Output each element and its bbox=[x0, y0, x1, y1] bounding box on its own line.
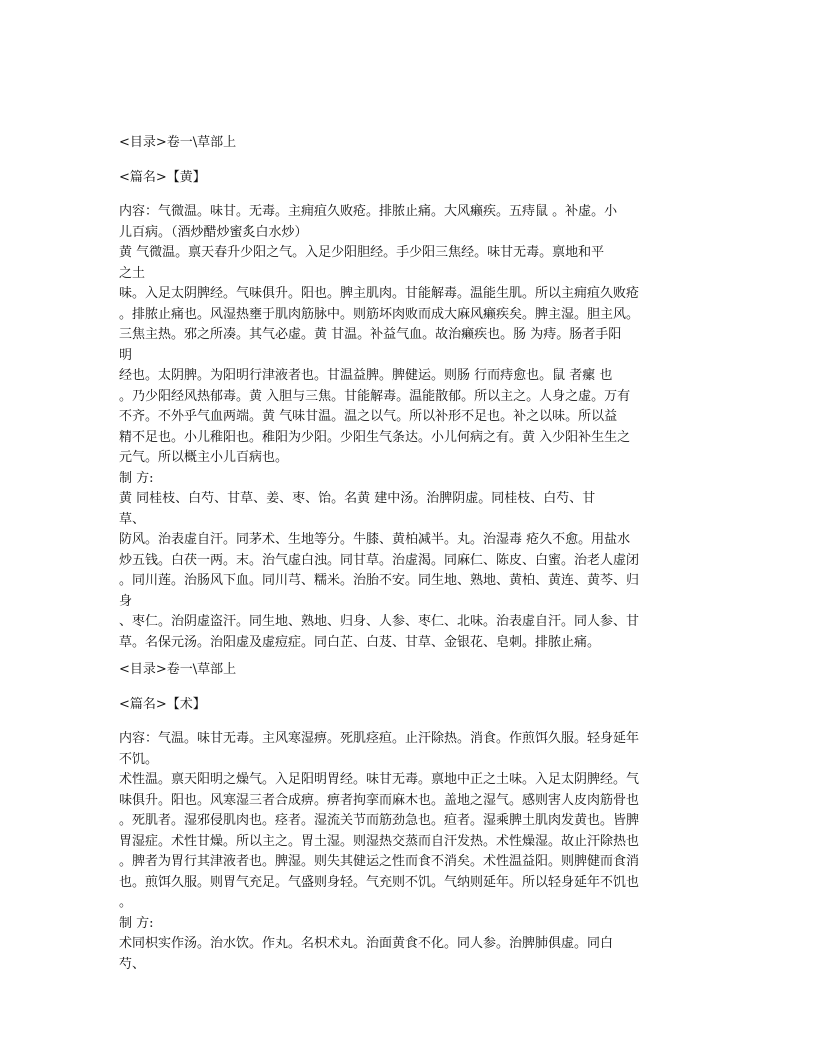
body-line: 、枣仁。治阴虚盗汗。同生地、熟地、归身、人参、枣仁、北味。治表虚自汗。同人参、甘 bbox=[119, 614, 640, 629]
body-line: 防风。治表虚自汗。同茅术、生地等分。牛膝、黄柏减半。丸。治湿毒 疮久不愈。用盐水 bbox=[119, 532, 631, 547]
body-line: 不饥。 bbox=[119, 751, 159, 767]
body-line: 。 bbox=[119, 895, 133, 910]
method-heading: 制 方: bbox=[119, 915, 154, 931]
body-line: 三焦主热。邪之所凑。其气必虚。黄 甘温。补益气血。故治癞疾也。肠 为痔。肠者手阳 bbox=[119, 327, 622, 342]
body-line: 术性温。禀天阳明之燥气。入足阳明胃经。味甘无毒。禀地中正之土味。入足太阴脾经。气 bbox=[119, 772, 640, 787]
body-line: 黄 气微温。禀天春升少阳之气。入足少阳胆经。手少阳三焦经。味甘无毒。禀地和平 bbox=[119, 245, 605, 260]
entry-huang bbox=[119, 133, 699, 653]
body-line: 。同川莲。治肠风下血。同川芎、糯米。治胎不安。同生地、熟地、黄柏、黄连、黄芩、归 bbox=[119, 573, 640, 588]
body-line: 内容：气微温。味甘。无毒。主痈疽久败疮。排脓止痛。大风癞疾。五痔鼠 。补虚。小 bbox=[119, 204, 618, 219]
entry-title: <篇名>【术】 bbox=[119, 696, 206, 712]
entry-body bbox=[119, 729, 699, 975]
body-line: 术同枳实作汤。治水饮。作丸。名枳术丸。治面黄食不化。同人参。治脾肺俱虚。同白 bbox=[119, 936, 614, 951]
body-line: 。排脓止痛也。风湿热壅于肌肉筋脉中。则筋坏肉败而成大麻风癞疾矣。脾主湿。胆主风。 bbox=[119, 306, 640, 322]
body-line: 胃湿症。术性甘燥。所以主之。胃土湿。则湿热交蒸而自汗发热。术性燥湿。故止汗除热也 bbox=[119, 833, 640, 849]
entry-zhu bbox=[119, 660, 699, 975]
body-line: 味。入足太阴脾经。气味俱升。阳也。脾主肌肉。甘能解毒。温能生肌。所以主痈疽久败疮 bbox=[119, 286, 640, 301]
body-line: 儿百病。（酒炒醋炒蜜炙白水炒） bbox=[119, 224, 308, 240]
body-line: 明 bbox=[119, 347, 133, 363]
body-line: 味俱升。阳也。风寒湿三者合成痹。痹者拘挛而麻木也。盖地之湿气。感则害人皮肉筋骨也 bbox=[119, 792, 640, 808]
body-line: 。乃少阳经风热郁毒。黄 入胆与三焦。甘能解毒。温能散郁。所以主之。人身之虚。万有 bbox=[119, 388, 631, 404]
body-line: 身 bbox=[119, 593, 133, 609]
body-line: 不齐。不外乎气血两端。黄 气味甘温。温之以气。所以补形不足也。补之以味。所以益 bbox=[119, 409, 618, 424]
body-line: 炒五钱。白茯一两。末。治气虚白浊。同甘草。治虚渴。同麻仁、陈皮、白蜜。治老人虚闭 bbox=[119, 552, 640, 568]
body-line: 。死肌者。湿邪侵肌肉也。痉者。湿流关节而筋劲急也。疸者。湿乘脾土肌肉发黄也。皆脾 bbox=[119, 813, 640, 828]
body-line: 内容：气温。味甘无毒。主风寒湿痹。死肌痉疸。止汗除热。消食。作煎饵久服。轻身延年 bbox=[119, 731, 640, 746]
body-line: 黄 同桂枝、白芍、甘草、姜、枣、饴。名黄 建中汤。治脾阴虚。同桂枝、白芍、甘 bbox=[119, 491, 596, 506]
body-line: 草、 bbox=[119, 511, 146, 527]
entry-body bbox=[119, 202, 699, 653]
entry-title: <篇名>【黄】 bbox=[119, 169, 206, 185]
body-line: 也。煎饵久服。则胃气充足。气盛则身轻。气充则不饥。气纳则延年。所以轻身延年不饥也 bbox=[119, 874, 640, 890]
body-line: 元气。所以概主小儿百病也。 bbox=[119, 450, 289, 465]
body-line: 草。名保元汤。治阳虚及虚痘症。同白芷、白芨、甘草、金银花、皂刺。排脓止痛。 bbox=[119, 634, 601, 650]
catalog-line: <目录>卷一\草部上 bbox=[119, 662, 237, 677]
body-line: 。脾者为胃行其津液者也。脾湿。则失其健运之性而食不消矣。术性温益阳。则脾健而食消 bbox=[119, 854, 640, 869]
body-line: 芍、 bbox=[119, 956, 146, 972]
body-line: 精不足也。小儿稚阳也。稚阳为少阳。少阳生气条达。小儿何病之有。黄 入少阳补生生之 bbox=[119, 429, 631, 445]
method-heading: 制 方: bbox=[119, 470, 154, 486]
body-line: 之土 bbox=[119, 265, 146, 281]
catalog-line: <目录>卷一\草部上 bbox=[119, 135, 237, 150]
body-line: 经也。太阴脾。为阳明行津液者也。甘温益脾。脾健运。则肠 行而痔愈也。鼠 者瘰 也 bbox=[119, 368, 613, 383]
